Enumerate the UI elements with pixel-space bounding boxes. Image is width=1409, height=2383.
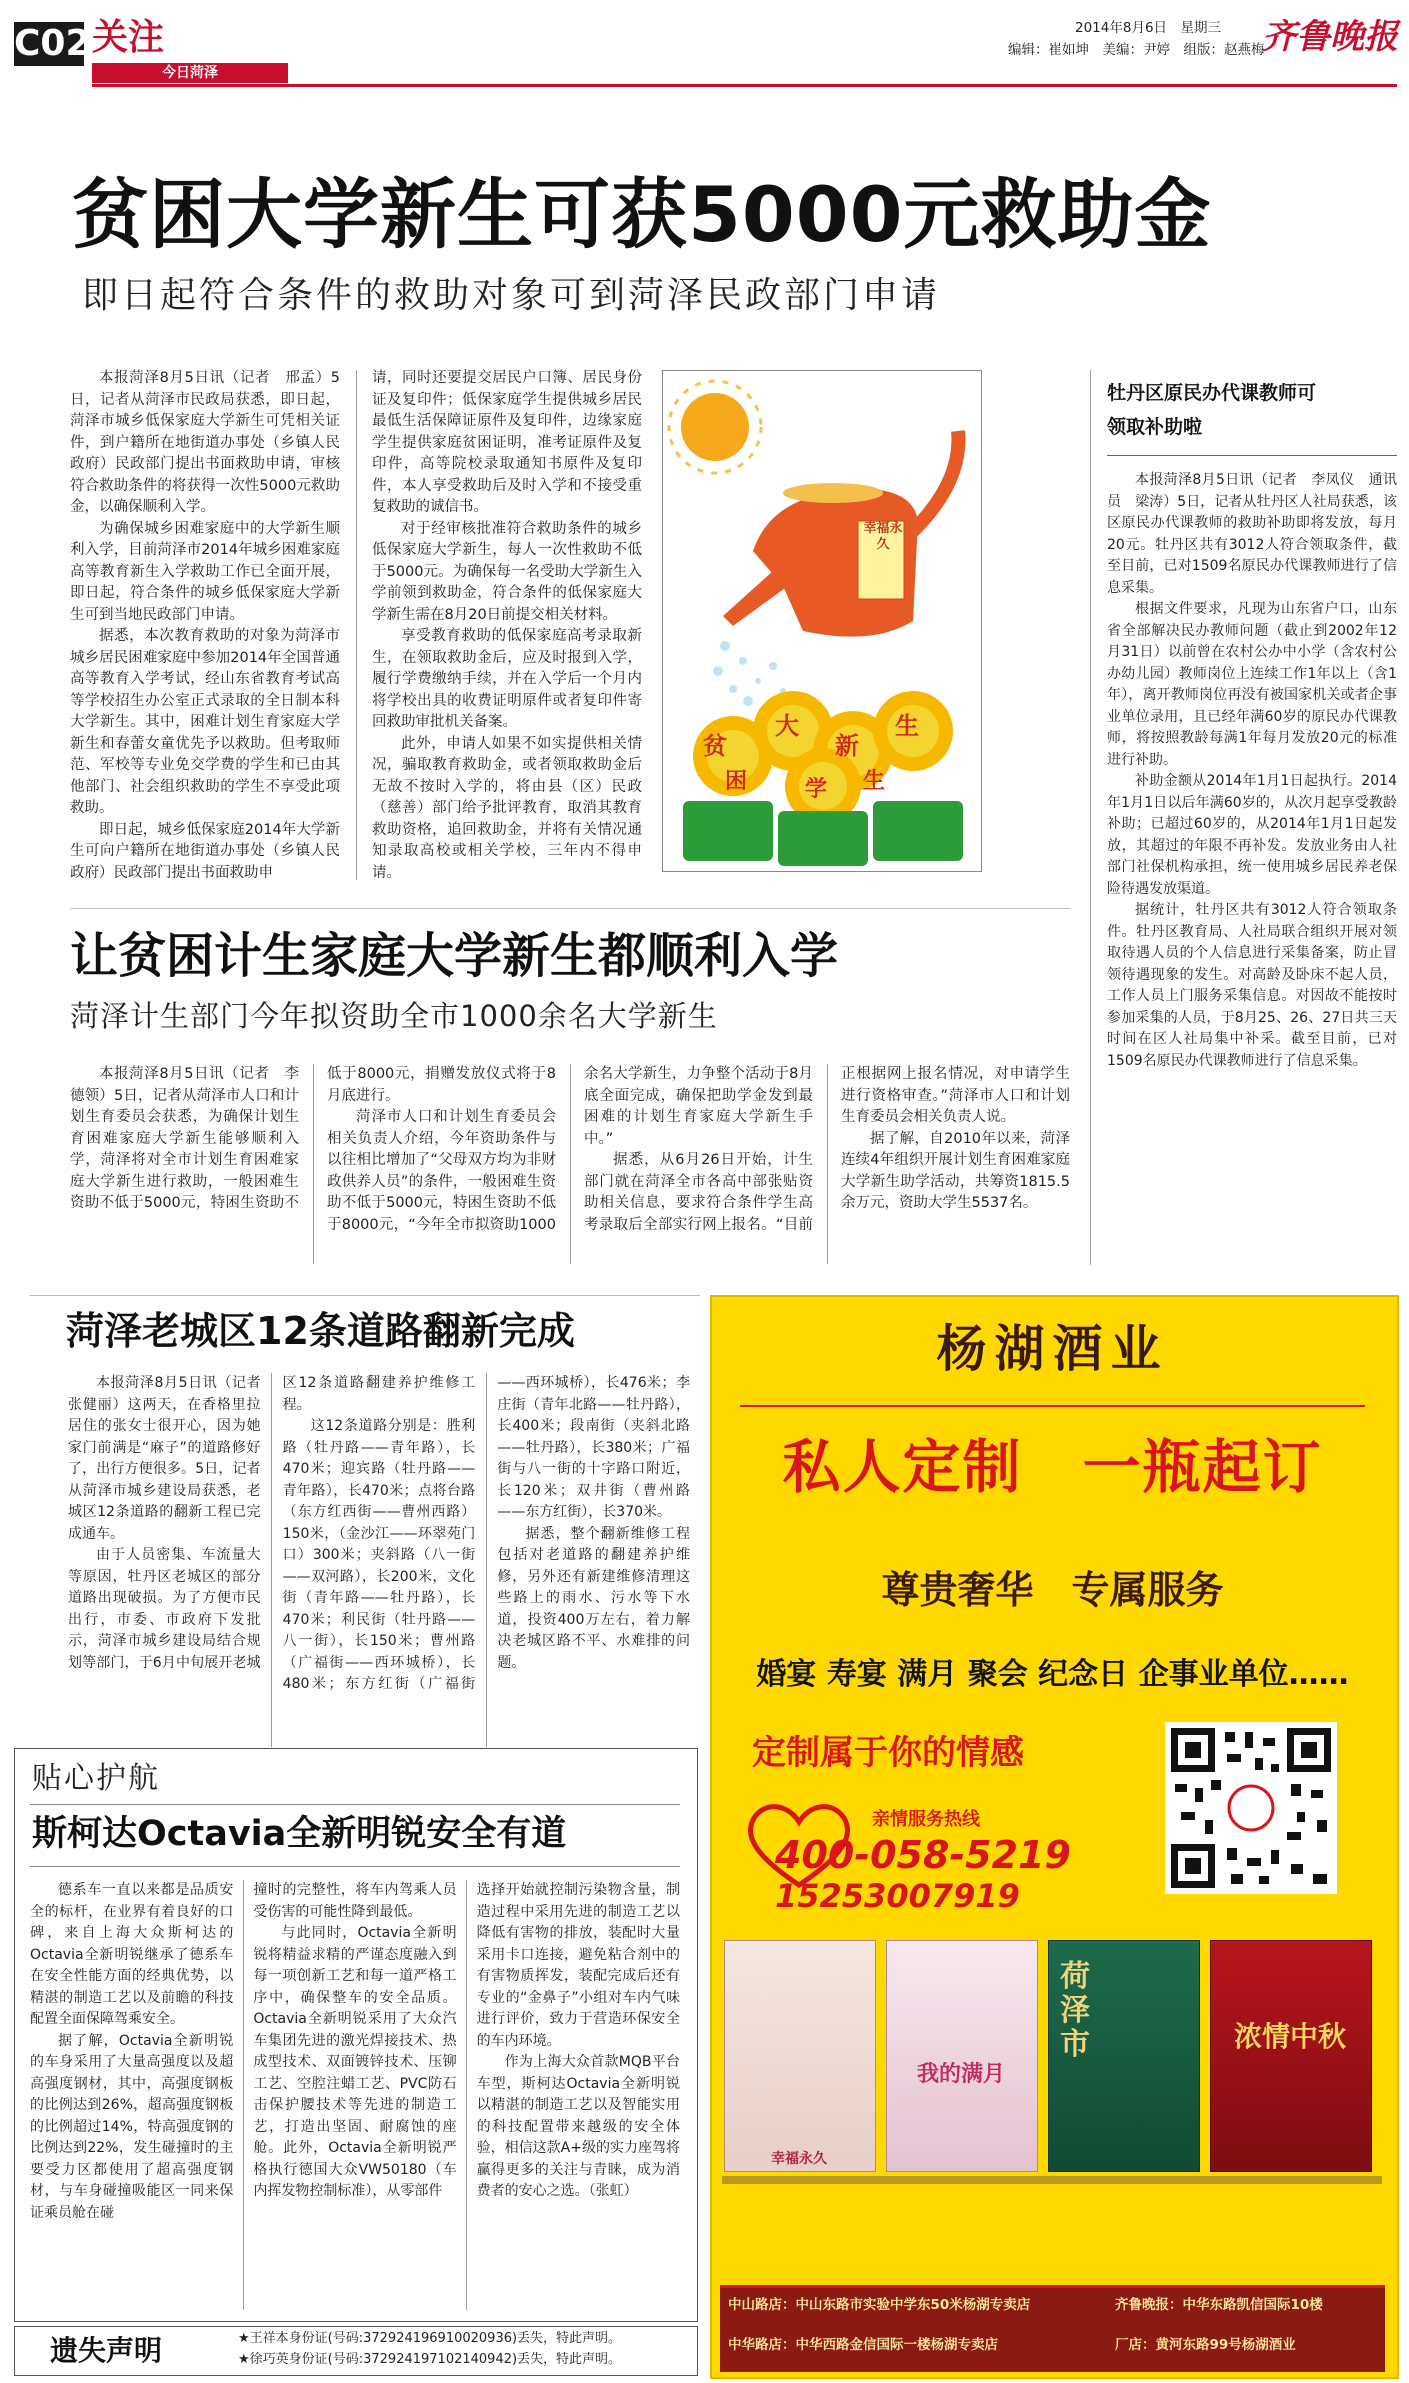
sign-text-2: 大 (775, 711, 799, 740)
lost-notice-line: ★徐巧英身份证(号码:372924197102140942)丢失，特此声明。 (238, 2352, 622, 2367)
ad-address: 齐鲁晚报：中华东路凯信国际10楼 (1115, 2297, 1323, 2313)
section-name: 关注 (92, 17, 165, 58)
product-1-label: 幸福永久 (771, 2151, 827, 2167)
paragraph: 本报菏泽8月5日讯（记者 李德领）5日，记者从菏泽市人口和计划生育委员会获悉，为确保计划生育困难家庭大学新生能够顺利入学，菏泽将对全市计划生育困难家庭大学新生进行救助，一般困难生资助不低于5000元，特困生资助不低于8000元，捐赠发放仪式将于8月底进行。 (70, 1066, 556, 1211)
paragraph: 菏泽市人口和计划生育委员会相关负责人介绍，今年资助条件与以往相比增加了“父母双方均为非财政供养人员”的条件，一般困难生资助不低于5000元，特困生资助不低于8000元，“今年全市拟资助1000余名大学新生，力争整个活动于8月底全面完成，确保把助学金发到最困难的计划生育家庭大学新生手中。” (327, 1066, 813, 1233)
sign-text-5: 困 (725, 768, 748, 794)
paragraph: 据悉，整个翻新维修工程包括对老道路的翻建养护维修，另外还有新建维修清理这些路上的雨水、污水等下水道，投资400万左右，着力解决老城区路不平、水难排的问题。 (497, 1525, 690, 1671)
watering-can-illustration (662, 370, 982, 872)
article-1-title: 贫困大学新生可获5000元救助金 (72, 170, 1212, 259)
paragraph: 撞时的完整性，将车内驾乘人员受伤害的可能性降到最低。 (253, 1882, 457, 1920)
paragraph: 对于经审核批准符合救助条件的城乡低保家庭大学新生，每人一次性救助不低于5000元。为确保每一名受助大学新生入学前领到救助金，符合条件的低保家庭大学新生需在8月20日前提交相关材料。 (372, 520, 642, 623)
paragraph: 德系车一直以来都是品质安全的标杆，在业界有着良好的口碑，来自上海大众斯柯达的Octavia全新明锐继承了德系车在安全性能方面的经典优势，以精湛的制造工艺以及前瞻的科技配置全面保障驾乘安全。 (30, 1882, 234, 2027)
divider (30, 1804, 680, 1805)
paragraph: 根据文件要求，凡现为山东省户口，山东省全部解决民办教师问题（截止到2002年12月31日）以前曾在农村公办中小学（含农村公办幼儿园）教师岗位上连续工作1年以上（含1年），离开教师岗位再没有被国家机关或者企事业单位录用，且已经年满60岁的原民办代课教师，将按照教龄每满1年每月发放20元的标准进行补助。 (1107, 601, 1397, 768)
sign-text-3: 新 (835, 731, 859, 760)
paragraph: 据统计，牡丹区共有3012人符合领取条件。牡丹区教育局、人社局联合组织开展对领取待遇人员的个人信息进行采集备案，防止冒领待遇现象的发生。对高龄及卧床不起人员，工作人员上门服务采集信息。对因故不能按时参加采集的人员，于8月25、26、27日共三天时间在区人社局集中补采。截至目前，已对1509名原民办代课教师进行了信息采集。 (1107, 902, 1397, 1069)
article-1-subtitle: 即日起符合条件的救助对象可到菏泽民政部门申请 (82, 275, 941, 316)
lost-notice-line: ★王祥本身份证(号码:372924196910020936)丢失，特此声明。 (238, 2331, 622, 2346)
paragraph: 本报菏泽8月5日讯（记者 张健丽）这两天，在香格里拉居住的张女士很开心，因为她家门前满是“麻子”的道路修好了，出行方便很多。5日，记者从菏泽市城乡建设局获悉，老城区12条道路的翻新工程已完成通车。 (68, 1375, 275, 1542)
ad-phone-2[interactable]: 15253007919 (775, 1877, 1020, 1915)
ad-phone-1[interactable]: 400-058-5219 (775, 1833, 1071, 1877)
subsection-name: 今日菏泽 (92, 63, 288, 83)
masthead-rule (92, 84, 1397, 87)
divider (30, 1866, 680, 1867)
article-4-body (68, 1373, 690, 1747)
divider (30, 1295, 700, 1296)
paragraph: 据了解，Octavia全新明锐的车身采用了大量高强度以及超高强度钢材，其中，高强度钢板的比例达到26%，超高强度钢板的比例超过14%，特高强度钢的比例达到22%，发生碰撞时的主要受力区都使用了超高强度钢材，与车身碰撞吸能区一同来保证乘员舱在碰 (30, 2032, 234, 2221)
paragraph: 补助金额从2014年1月1日起执行。2014年1月1日以后年满60岁的，从次月起享受教龄补助；已超过60岁的，从2014年1月1日起发放，其超过的年限不再补发。发放业务由人社部门社保机构承担，统一使用城乡居民养老保险待遇发放渠道。 (1107, 773, 1397, 897)
article-1-title-wrap (72, 170, 1372, 260)
article-3-title: 让贫困计生家庭大学新生都顺利入学 (70, 928, 839, 984)
ad-hotline-label: 亲情服务热线 (872, 1809, 980, 1830)
product-box-1 (724, 1940, 876, 2172)
divider (70, 908, 1070, 909)
article-5-title: 斯柯达Octavia全新明锐安全有道 (32, 1814, 567, 1854)
ad-tagline: 尊贵奢华 专属服务 (881, 1568, 1224, 1612)
paragraph: 选择开始就控制污染物含量，制造过程中采用先进的制造工艺以降低有害物的排放，装配时大量采用卡口连接，避免粘合剂中的有害物质挥发，装配完成后还有专业的“金鼻子”小组对车内气味进行评价，致力于营造环保安全的车内环境。 (476, 1882, 680, 2049)
ad-shelf (722, 2176, 1382, 2184)
article-2-title: 牡丹区原民办代课教师可领取补助啦 (1107, 382, 1317, 438)
sign-text-6: 学 (805, 776, 828, 802)
column-rule (1090, 370, 1091, 1265)
ad-brand: 杨湖酒业 (936, 1319, 1169, 1378)
article-5-body (30, 1880, 680, 2310)
paragraph: 与此同时，Octavia全新明锐将精益求精的严谨态度融入到每一项创新工艺和每一道严格工序中，确保整车的安全品质。Octavia全新明锐采用了大众汽车集团先进的激光焊接技术、热成型技术、双面镀锌技术、压铆工艺、空腔注蜡工艺、PVC防石击保护腰技术等先进的制造工艺，打造出坚固、耐腐蚀的座舱。此外，Octavia全新明锐严格执行德国大众VW50180（车内挥发物控制标准），从零部件 (253, 1925, 457, 2199)
ad-feeling: 定制属于你的情感 (752, 1733, 1024, 1773)
article-5-column-name: 贴心护航 (32, 1761, 160, 1796)
ad-occasions: 婚宴 寿宴 满月 聚会 纪念日 企事业单位…… (756, 1657, 1349, 1692)
sun-icon (681, 393, 749, 461)
paragraph: 为确保城乡困难家庭中的大学新生顺利入学，目前菏泽市2014年城乡困难家庭高等教育新生入学救助工作已全面开展，即日起，符合条件的城乡低保家庭大学新生可到当地民政部门申请。 (70, 520, 340, 623)
sign-text-7: 生 (863, 768, 886, 794)
ad-address: 厂店：黄河东路99号杨湖酒业 (1115, 2337, 1296, 2353)
article-3-body (70, 1064, 1070, 1264)
divider (1107, 455, 1397, 456)
product-3-label: 荷泽市 (1060, 1959, 1090, 2062)
product-4-label: 浓情中秋 (1233, 2020, 1346, 2053)
product-box-2 (886, 1940, 1038, 2172)
newspaper-logo: 齐鲁晚报 (1262, 17, 1398, 57)
paragraph: 本报菏泽8月5日讯（记者 邢孟）5日，记者从菏泽市民政局获悉，即日起，菏泽市城乡低保家庭大学新生可凭相关证件，到户籍所在地街道办事处（乡镇人民政府）民政部门提出书面救助申请，审核符合救助条件的将获得一次性5000元救助金，以确保顺利入学。 (70, 370, 340, 515)
column-rule (356, 370, 357, 880)
paragraph: 本报菏泽8月5日讯（记者 李凤仪 通讯员 梁涛）5日，记者从牡丹区人社局获悉，该区原民办代课教师的救助补助即将发放，每月20元。牡丹区共有3012人符合领取条件，截至目前，已对1509名原民办代课教师进行了信息采集。 (1107, 472, 1397, 596)
paragraph: 此外，申请人如果不如实提供相关情况，骗取教育救助金，或者领取救助金后无故不按时入学的，将由县（区）民政（慈善）部门给予批评教育，取消其教育救助资格，追回救助金，并将有关情况通知录取高校或相关学校，三年内不得申请。 (372, 735, 642, 881)
ad-divider (740, 1405, 1365, 1407)
article-3-subtitle: 菏泽计生部门今年拟资助全市1000余名大学新生 (70, 999, 718, 1033)
editor-credits: 编辑：崔如坤 美编：尹婷 组版：赵燕梅 (1008, 42, 1265, 58)
paragraph: 作为上海大众首款MQB平台车型，斯柯达Octavia全新明锐以精湛的制造工艺以及智能实用的科技配置带来越级的安全体验，相信这款A+级的实力座驾将赢得更多的关注与青睐，成为消费者的安心之选。（张虹） (476, 2054, 680, 2199)
can-label: 幸福永久 (863, 521, 903, 552)
product-2-label: 我的满月 (916, 2061, 1005, 2087)
paragraph: 由于人员密集、车流量大等原因，牡丹区老城区的部分道路出现破损。为了方便市民出行，市委、市政府下发批示，菏泽市城乡建设局结合规划等部门，于6月中旬展开老城区12条道路翻建养护维修工程。 (68, 1375, 476, 1671)
paragraph: 即日起，城乡低保家庭2014年大学新生可向户籍所在地街道办事处（乡镇人民政府）民政部门提出书面救助申 (70, 821, 340, 881)
article-1-col-1 (70, 368, 340, 884)
article-2-body (1107, 470, 1397, 1072)
paragraph: 请，同时还要提交居民户口簿、居民身份证及复印件；低保家庭学生提供城乡居民最低生活保障证原件及复印件，边缘家庭学生提供家庭贫困证明，准考证原件及复印件，高等院校录取通知书原件及复印件，本人享受救助后及时入学和不接受重复救助的诚信书。 (372, 370, 642, 515)
qr-code[interactable] (1165, 1722, 1337, 1894)
qr-code-icon (1171, 1728, 1331, 1888)
article-4-title: 菏泽老城区12条道路翻新完成 (66, 1309, 575, 1353)
paragraph: 据悉，从6月26日开始，计生部门就在菏泽全市各高中部张贴资助相关信息，要求符合条件学生高考录取后全部实行网上报名。“目前正根据网上报名情况，对申请学生进行资格审查。”菏泽市人口和计划生育委员会相关负责人说。 (584, 1066, 1070, 1233)
ad-slogan: 私人定制 一瓶起订 (782, 1433, 1323, 1501)
paragraph: 据悉，本次教育救助的对象为菏泽市城乡居民困难家庭中参加2014年全国普通高等教育入学考试，经山东省教育考试高等学校招生办公室正式录取的全日制本科大学新生。其中，困难计划生育家庭大学新生和春蕾女童优先予以救助。但考取师范、军校等专业免交学费的学生和已由其他部门、社会组织救助的学生不享受此项救助。 (70, 628, 340, 816)
sign-text-1: 贫 (703, 731, 727, 760)
ad-address: 中山路店：中山东路市实验中学东50米杨湖专卖店 (728, 2297, 1031, 2313)
product-box-4 (1210, 1940, 1372, 2172)
paragraph: 这12条道路分别是：胜利路（牡丹路——青年路），长470米；迎宾路（牡丹路——青年路），长470米；点将台路（东方红西街——曹州西路）150米，（金沙江——环翠苑门口）300米；夹斜路（八一街——双河路），长200米，文化街（青年路——牡丹路），长470米；利民街（牡丹路——八一街），长150米；曹州路（广福街——西环城桥），长480米；东方红街（广福街——西环城桥），长476米；李庄街（青年北路——牡丹路），长400米；段南街（夹斜北路——牡丹路），长380米；广福街与八一街的十字路口附近，长120米；双井街（曹州路——东方红街），长370米。 (282, 1375, 690, 1692)
paragraph: 享受教育救助的低保家庭高考录取新生，在领取救助金后，应及时报到入学，履行学费缴纳手续，并在入学后一个月内将学校出具的收费证明原件或者复印件寄回救助审批机关备案。 (372, 628, 642, 730)
article-1-col-2 (372, 368, 642, 884)
ad-address: 中华路店：中华西路金信国际一楼杨湖专卖店 (728, 2337, 998, 2353)
lost-notice-title: 遗失声明 (50, 2334, 163, 2367)
paragraph: 据了解，自2010年以来，菏泽连续4年组织开展计划生育困难家庭大学新生助学活动，共筹资1815.5余万元，资助大学生5537名。 (841, 1130, 1070, 1211)
sign-text-4: 生 (895, 711, 919, 740)
issue-date: 2014年8月6日 星期三 (1075, 20, 1222, 36)
page-number: C02 (14, 23, 91, 64)
